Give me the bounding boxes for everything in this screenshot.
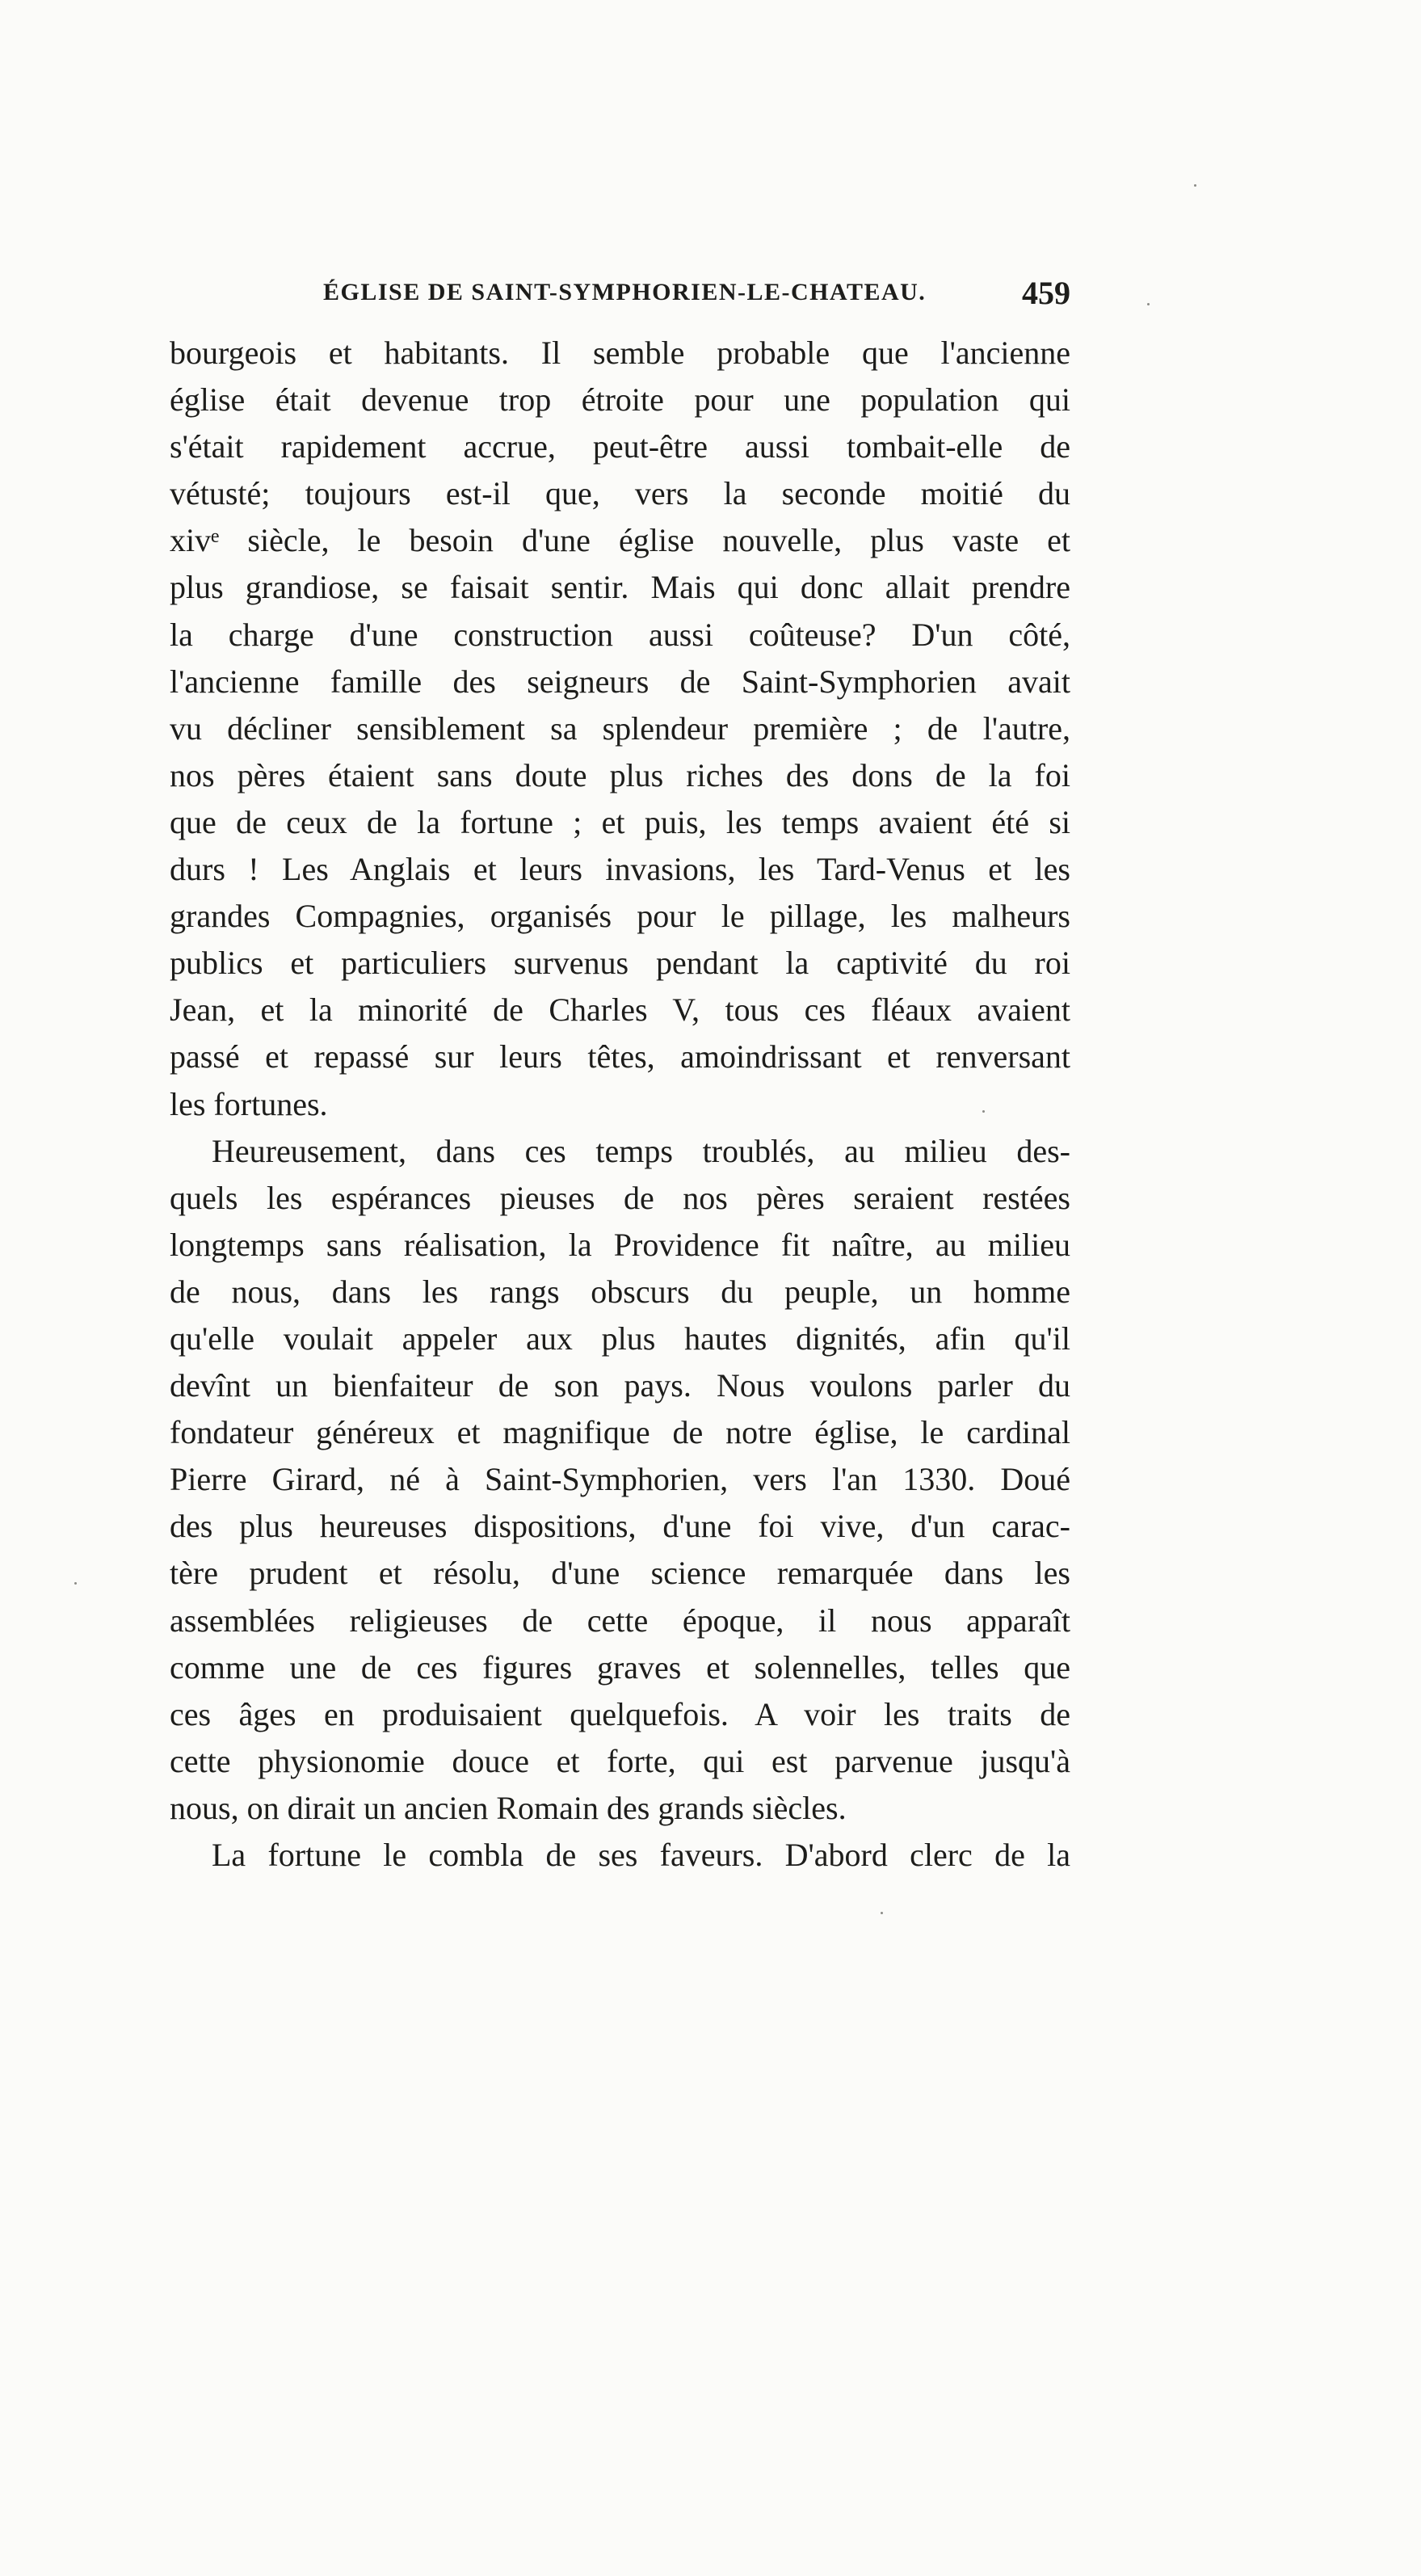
text-line: bourgeois et habitants. Il semble probable que l'ancienne (170, 335, 1070, 371)
text-line: de nous, dans les rangs obscurs du peuple, un homme (170, 1273, 1070, 1310)
text-line: tère prudent et résolu, d'une science remarquée dans les (170, 1555, 1070, 1592)
paper-speck (1147, 303, 1150, 305)
page-number: 459 (1022, 275, 1070, 311)
paragraph-2 (170, 1128, 1070, 1832)
text-line: Pierre Girard, né à Saint-Symphorien, vers l'an 1330. Doué (170, 1461, 1070, 1498)
text-line: qu'elle voulait appeler aux plus hautes dignités, afin qu'il (170, 1320, 1070, 1357)
text-line: ces âges en produisaient quelquefois. A voir les traits de (170, 1695, 1070, 1732)
paper-speck (982, 1110, 985, 1113)
text-line: vu décliner sensiblement sa splendeur première ; de l'autre, (170, 709, 1070, 747)
text-line: grandes Compagnies, organisés pour le pillage, les malheurs (170, 898, 1070, 935)
paragraph-1 (170, 330, 1070, 1128)
text-line: publics et particuliers survenus pendant la captivité du roi (170, 945, 1070, 982)
text-line: que de ceux de la fortune ; et puis, les temps avaient été si (170, 803, 1070, 840)
text-line: cette physionomie douce et forte, qui est parvenue jusqu'à (170, 1742, 1070, 1779)
text-line: fondateur généreux et magnifique de notre église, le cardinal (170, 1414, 1070, 1451)
text-line: des plus heureuses dispositions, d'une foi vive, d'un carac- (170, 1508, 1070, 1545)
running-title: ÉGLISE DE SAINT-SYMPHORIEN-LE-CHATEAU. (323, 279, 927, 305)
text-line: quels les espérances pieuses de nos pères seraient restées (170, 1179, 1070, 1216)
text-line: xivᵉ siècle, le besoin d'une église nouvelle, plus vaste et (170, 522, 1070, 559)
text-line: devînt un bienfaiteur de son pays. Nous voulons parler du (170, 1367, 1070, 1404)
text-line: longtemps sans réalisation, la Providence fit naître, au milieu (170, 1226, 1070, 1263)
text-line: les fortunes. (170, 1085, 328, 1122)
paragraph-3 (170, 1832, 1070, 1879)
paper-speck (1194, 184, 1196, 187)
text-line: comme une de ces figures graves et solennelles, telles que (170, 1648, 1070, 1686)
text-line: nous, on dirait un ancien Romain des grands siècles. (170, 1789, 847, 1826)
text-line: passé et repassé sur leurs têtes, amoindrissant et renversant (170, 1038, 1070, 1075)
text-line: Jean, et la minorité de Charles V, tous ces fléaux avaient (170, 991, 1070, 1029)
text-line: la charge d'une construction aussi coûteuse? D'un côté, (170, 616, 1070, 653)
paper-speck (74, 1582, 77, 1585)
paper-speck (881, 1912, 883, 1914)
text-line: assemblées religieuses de cette époque, il nous apparaît (170, 1602, 1070, 1639)
text-line: vétusté; toujours est-il que, vers la seconde moitié du (170, 475, 1070, 512)
text-line: La fortune le combla de ses faveurs. D'abord clerc de la (212, 1837, 1070, 1873)
text-line: l'ancienne famille des seigneurs de Saint-Symphorien avait (170, 663, 1070, 700)
text-line: durs ! Les Anglais et leurs invasions, les Tard-Venus et les (170, 851, 1070, 888)
text-line: nos pères étaient sans doute plus riches des dons de la foi (170, 756, 1070, 793)
running-header (170, 275, 1070, 327)
text-line: s'était rapidement accrue, peut-être aussi tombait-elle de (170, 428, 1070, 465)
body-text (170, 330, 1070, 1879)
text-line: église était devenue trop étroite pour une population qui (170, 381, 1070, 419)
text-line: plus grandiose, se faisait sentir. Mais qui donc allait prendre (170, 569, 1070, 606)
text-line: Heureusement, dans ces temps troublés, au milieu des- (212, 1132, 1070, 1169)
